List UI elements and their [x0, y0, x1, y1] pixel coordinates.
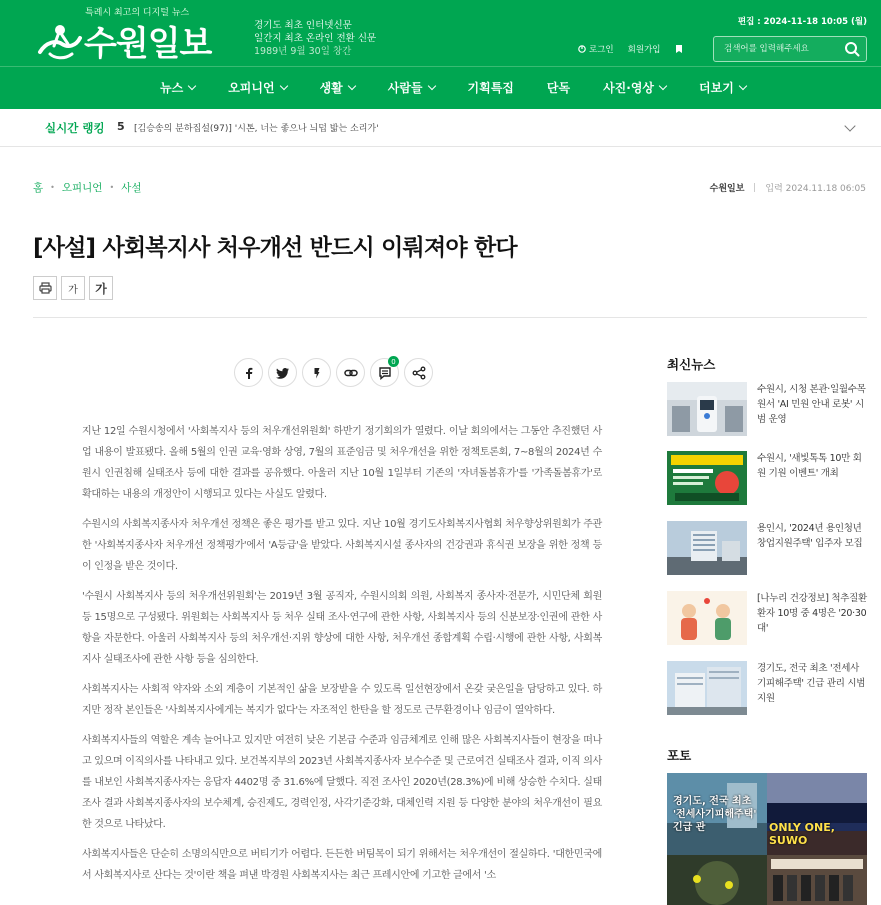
breadcrumb-separator: •	[50, 183, 55, 192]
nav-item-life[interactable]	[320, 79, 355, 96]
article-paragraph: 사회복지사들의 역할은 계속 늘어나고 있지만 여전히 낮은 기본급 수준과 임금체계로 인해 많은 사회복지사들이 현장을 떠나고 있으며 이직의사를 나타내고 있다. 보건복지부의 2023년 사회복지종사자 보수수준 및 근로여건 실태조사 결과, 이직 의사를 내보인 사회복지종사자는 응답자 4402명 중 31.6%에 달했다. 직전 조사인 2020년(28.3%)에 비해 상승한 수치다. 실태조사 결과 사회복지종사자의 보수체계, 승진제도, 경력인정, 사각기준강화, 대체인력 지원 등 다양한 분야의 처우개선이 필요한 것으로 나타났다.	[82, 735, 602, 830]
photo-caption: ONLY ONE, SUWO	[769, 821, 835, 847]
breadcrumb-subsection[interactable]: 사설	[121, 182, 142, 194]
news-thumbnail	[667, 591, 747, 645]
slogan-line: 일간지 최초 온라인 전환 신문	[254, 33, 377, 44]
comment-count-badge: 0	[388, 356, 399, 367]
utility-menu	[578, 40, 697, 58]
article-paragraph: 사회복지사는 사회적 약자와 소외 계층이 기본적인 삶을 보장받을 수 있도록 일선현장에서 온갖 궂은일을 담당하고 있다. 하지만 정작 본인들은 '사회복지사에게는 복지가 없다'는 자조적인 한탄을 할 정도로 근무환경이나 임금이 열악하다.	[82, 684, 602, 716]
logo-text[interactable]: 수원일보	[84, 24, 212, 64]
nav-item-exclusive[interactable]	[547, 79, 570, 96]
login-link[interactable]	[578, 43, 614, 55]
logo-tagline: 특례시 최고의 디지털 뉴스	[85, 8, 190, 18]
nav-label: 생활	[319, 80, 343, 95]
print-icon	[39, 282, 52, 294]
news-title: 경기도, 전국 최초 '전세사기피해주택' 긴급 관리 시범 지원	[757, 663, 866, 704]
news-thumbnail	[667, 661, 747, 715]
article-paragraph: 지난 12일 수원시청에서 '사회복지사 등의 처우개선위원회' 하반기 정기회의가 열렸다. 이날 회의에서는 그동안 추진했던 사업 내용이 발표됐다. 올해 5월의 인권 교육·영화 상영, 7월의 표준임금 및 처우개선을 위한 정책토론회, 7~8월의 2024년 수원시 인권침해 실태조사 등에 대한 결과를 공유했다. 아울러 지난 10월 1일부터 기존의 '자녀돌봄휴가'를 '가족돌봄휴가'로 확대하는 내용의 개정안이 시행되고 있다는 사실도 알렸다.	[82, 426, 602, 500]
search-box	[713, 36, 867, 62]
signup-link[interactable]	[628, 43, 661, 55]
main-nav	[160, 67, 779, 107]
chevron-down-icon	[348, 81, 356, 89]
chevron-down-icon	[427, 81, 435, 89]
share-button[interactable]	[404, 358, 433, 387]
breadcrumb-home[interactable]: 홈	[33, 182, 44, 194]
article-tools	[33, 276, 113, 300]
nav-item-opinion[interactable]	[228, 79, 286, 96]
latest-news-item[interactable]	[667, 521, 867, 576]
bookmark-icon	[675, 44, 683, 54]
news-title: 용인시, '2024년 용인청년 창업지원주택' 입주자 모집	[757, 523, 863, 549]
nav-label: 사진·영상	[603, 80, 655, 95]
nav-label: 단독	[546, 80, 571, 95]
login-label: 로그인	[589, 45, 614, 55]
twitter-share-button[interactable]	[268, 358, 297, 387]
chevron-down-icon[interactable]	[844, 120, 855, 131]
article-paragraph: '수원시 사회복지사 등의 처우개선위원회'는 2019년 3월 공직자, 수원시의회 의원, 사회복지 종사자·전문가, 시민단체 회원 등 15명으로 구성됐다. 위원회는 사회복지사 등 처우 실태 조사·연구에 관한 사항, 사회복지사 등의 신분보장·인권에 관한 사항을 자문한다. 아울러 사회복지사 등의 처우개선·지위 향상에 대한 사항, 처우개선 종합계획 수립·시행에 관한 사항, 사회복지사 실태조사에 관한 사항 등을 심의한다.	[82, 591, 602, 665]
photo-item[interactable]	[767, 773, 867, 855]
nav-item-people[interactable]	[388, 79, 435, 96]
article-date: 입력 2024.11.18 06:05	[765, 184, 866, 194]
nav-label: 뉴스	[160, 80, 184, 95]
article-paragraph: 수원시의 사회복지종사자 처우개선 정책은 좋은 평가를 받고 있다. 지난 10월 경기도사회복지사협회 처우향상위원회가 주관한 '사회복지종사자 처우개선 정책평가'에서 'A등급'을 받았다. 사회복지시설 종사자의 건강권과 휴식권 보장을 위한 정책 등이 인정을 받은 것이다.	[82, 519, 602, 572]
article-writer: 수원일보	[709, 184, 745, 194]
photo-thumbnail	[767, 855, 867, 905]
photo-thumbnail	[667, 855, 767, 905]
font-large-button[interactable]: 가	[89, 276, 113, 300]
meta-divider	[754, 183, 755, 192]
logo-icon[interactable]	[36, 18, 84, 62]
photo-caption: 경기도, 전국 최초 '전세사기피해주택' 긴급 관	[673, 796, 757, 833]
news-thumbnail	[667, 382, 747, 436]
nav-item-more[interactable]	[699, 79, 746, 96]
photo-item[interactable]	[667, 773, 767, 855]
realtime-ranking-bar	[0, 109, 881, 147]
copy-link-button[interactable]	[336, 358, 365, 387]
nav-label: 기획특집	[467, 80, 514, 95]
ranking-headline-link[interactable]: [김승송의 분하집설(97)] '시톤, 너는 좋으나 늬덥 밟는 소리가'	[134, 124, 379, 134]
article-paragraph: 사회복지사들은 단순히 소명의식만으로 버티기가 어렵다. 든든한 버팀목이 되기 위해서는 처우개선이 절실하다. '대한민국에서 사회복지사로 산다는 것'이란 책을 펴낸 박경원 사회복지사는 최근 프레시안에 기고한 글에서 '소	[82, 849, 602, 881]
site-header	[0, 0, 881, 109]
font-small-button[interactable]: 가	[61, 276, 85, 300]
article-meta	[710, 181, 866, 194]
latest-news-item[interactable]	[667, 382, 867, 437]
search-icon[interactable]	[844, 41, 860, 57]
latest-news-title: 최신뉴스	[667, 357, 716, 372]
facebook-icon	[242, 366, 256, 380]
ranking-title: 실시간 랭킹	[45, 121, 105, 135]
slogan-line: 1989년 9월 30일 창간	[254, 46, 352, 57]
ranking-number: 5	[117, 120, 125, 133]
article-headline: [사설] 사회복지사 처우개선 반드시 이뤄져야 한다	[33, 235, 517, 261]
news-title: 수원시, 시청 본관·일월수목원서 'AI 민원 안내 로봇' 시범 운영	[757, 384, 866, 425]
nav-item-news[interactable]	[160, 79, 195, 96]
power-icon	[578, 45, 586, 53]
facebook-share-button[interactable]	[234, 358, 263, 387]
search-input[interactable]	[724, 42, 839, 56]
breadcrumb-section[interactable]: 오피니언	[61, 182, 103, 194]
news-thumbnail	[667, 451, 747, 505]
comment-icon	[378, 366, 392, 380]
nav-label: 더보기	[699, 80, 734, 95]
news-title: [나누리 건강정보] 척추질환 환자 10명 중 4명은 '20·30대'	[757, 593, 867, 634]
slogan-line: 경기도 최초 인터넷신문	[254, 20, 352, 31]
latest-news-item[interactable]	[667, 661, 867, 716]
chevron-down-icon	[659, 81, 667, 89]
news-thumbnail	[667, 521, 747, 575]
chevron-down-icon	[739, 81, 747, 89]
breadcrumb-separator: •	[109, 183, 115, 192]
chevron-down-icon	[279, 81, 287, 89]
chevron-down-icon	[188, 81, 196, 89]
divider	[33, 317, 867, 318]
share-icon	[412, 366, 426, 380]
signup-label: 회원가입	[627, 45, 661, 55]
nav-item-special[interactable]	[468, 79, 514, 96]
latest-news-item[interactable]	[667, 451, 867, 506]
print-button[interactable]	[33, 276, 57, 300]
nav-label: 오피니언	[228, 80, 275, 95]
nav-item-photo-video[interactable]	[603, 79, 666, 96]
kakaostory-icon	[310, 366, 324, 380]
share-bar	[234, 358, 433, 387]
photo-section-title: 포토	[667, 748, 692, 763]
link-icon	[344, 366, 358, 380]
article-body	[82, 421, 602, 895]
photo-item[interactable]	[767, 855, 867, 905]
twitter-icon	[276, 366, 290, 380]
photo-item[interactable]	[667, 855, 767, 905]
edit-date: 편집 : 2024-11-18 10:05 (월)	[737, 17, 867, 27]
news-title: 수원시, '새빛톡톡 10만 회원 기원 이벤트' 개최	[757, 453, 862, 479]
breadcrumb	[33, 180, 141, 195]
kakaostory-share-button[interactable]	[302, 358, 331, 387]
slogan	[254, 19, 376, 58]
comment-button[interactable]	[370, 358, 399, 387]
bookmark-link[interactable]	[675, 44, 683, 54]
latest-news-item[interactable]	[667, 591, 867, 646]
nav-label: 사람들	[387, 80, 423, 95]
